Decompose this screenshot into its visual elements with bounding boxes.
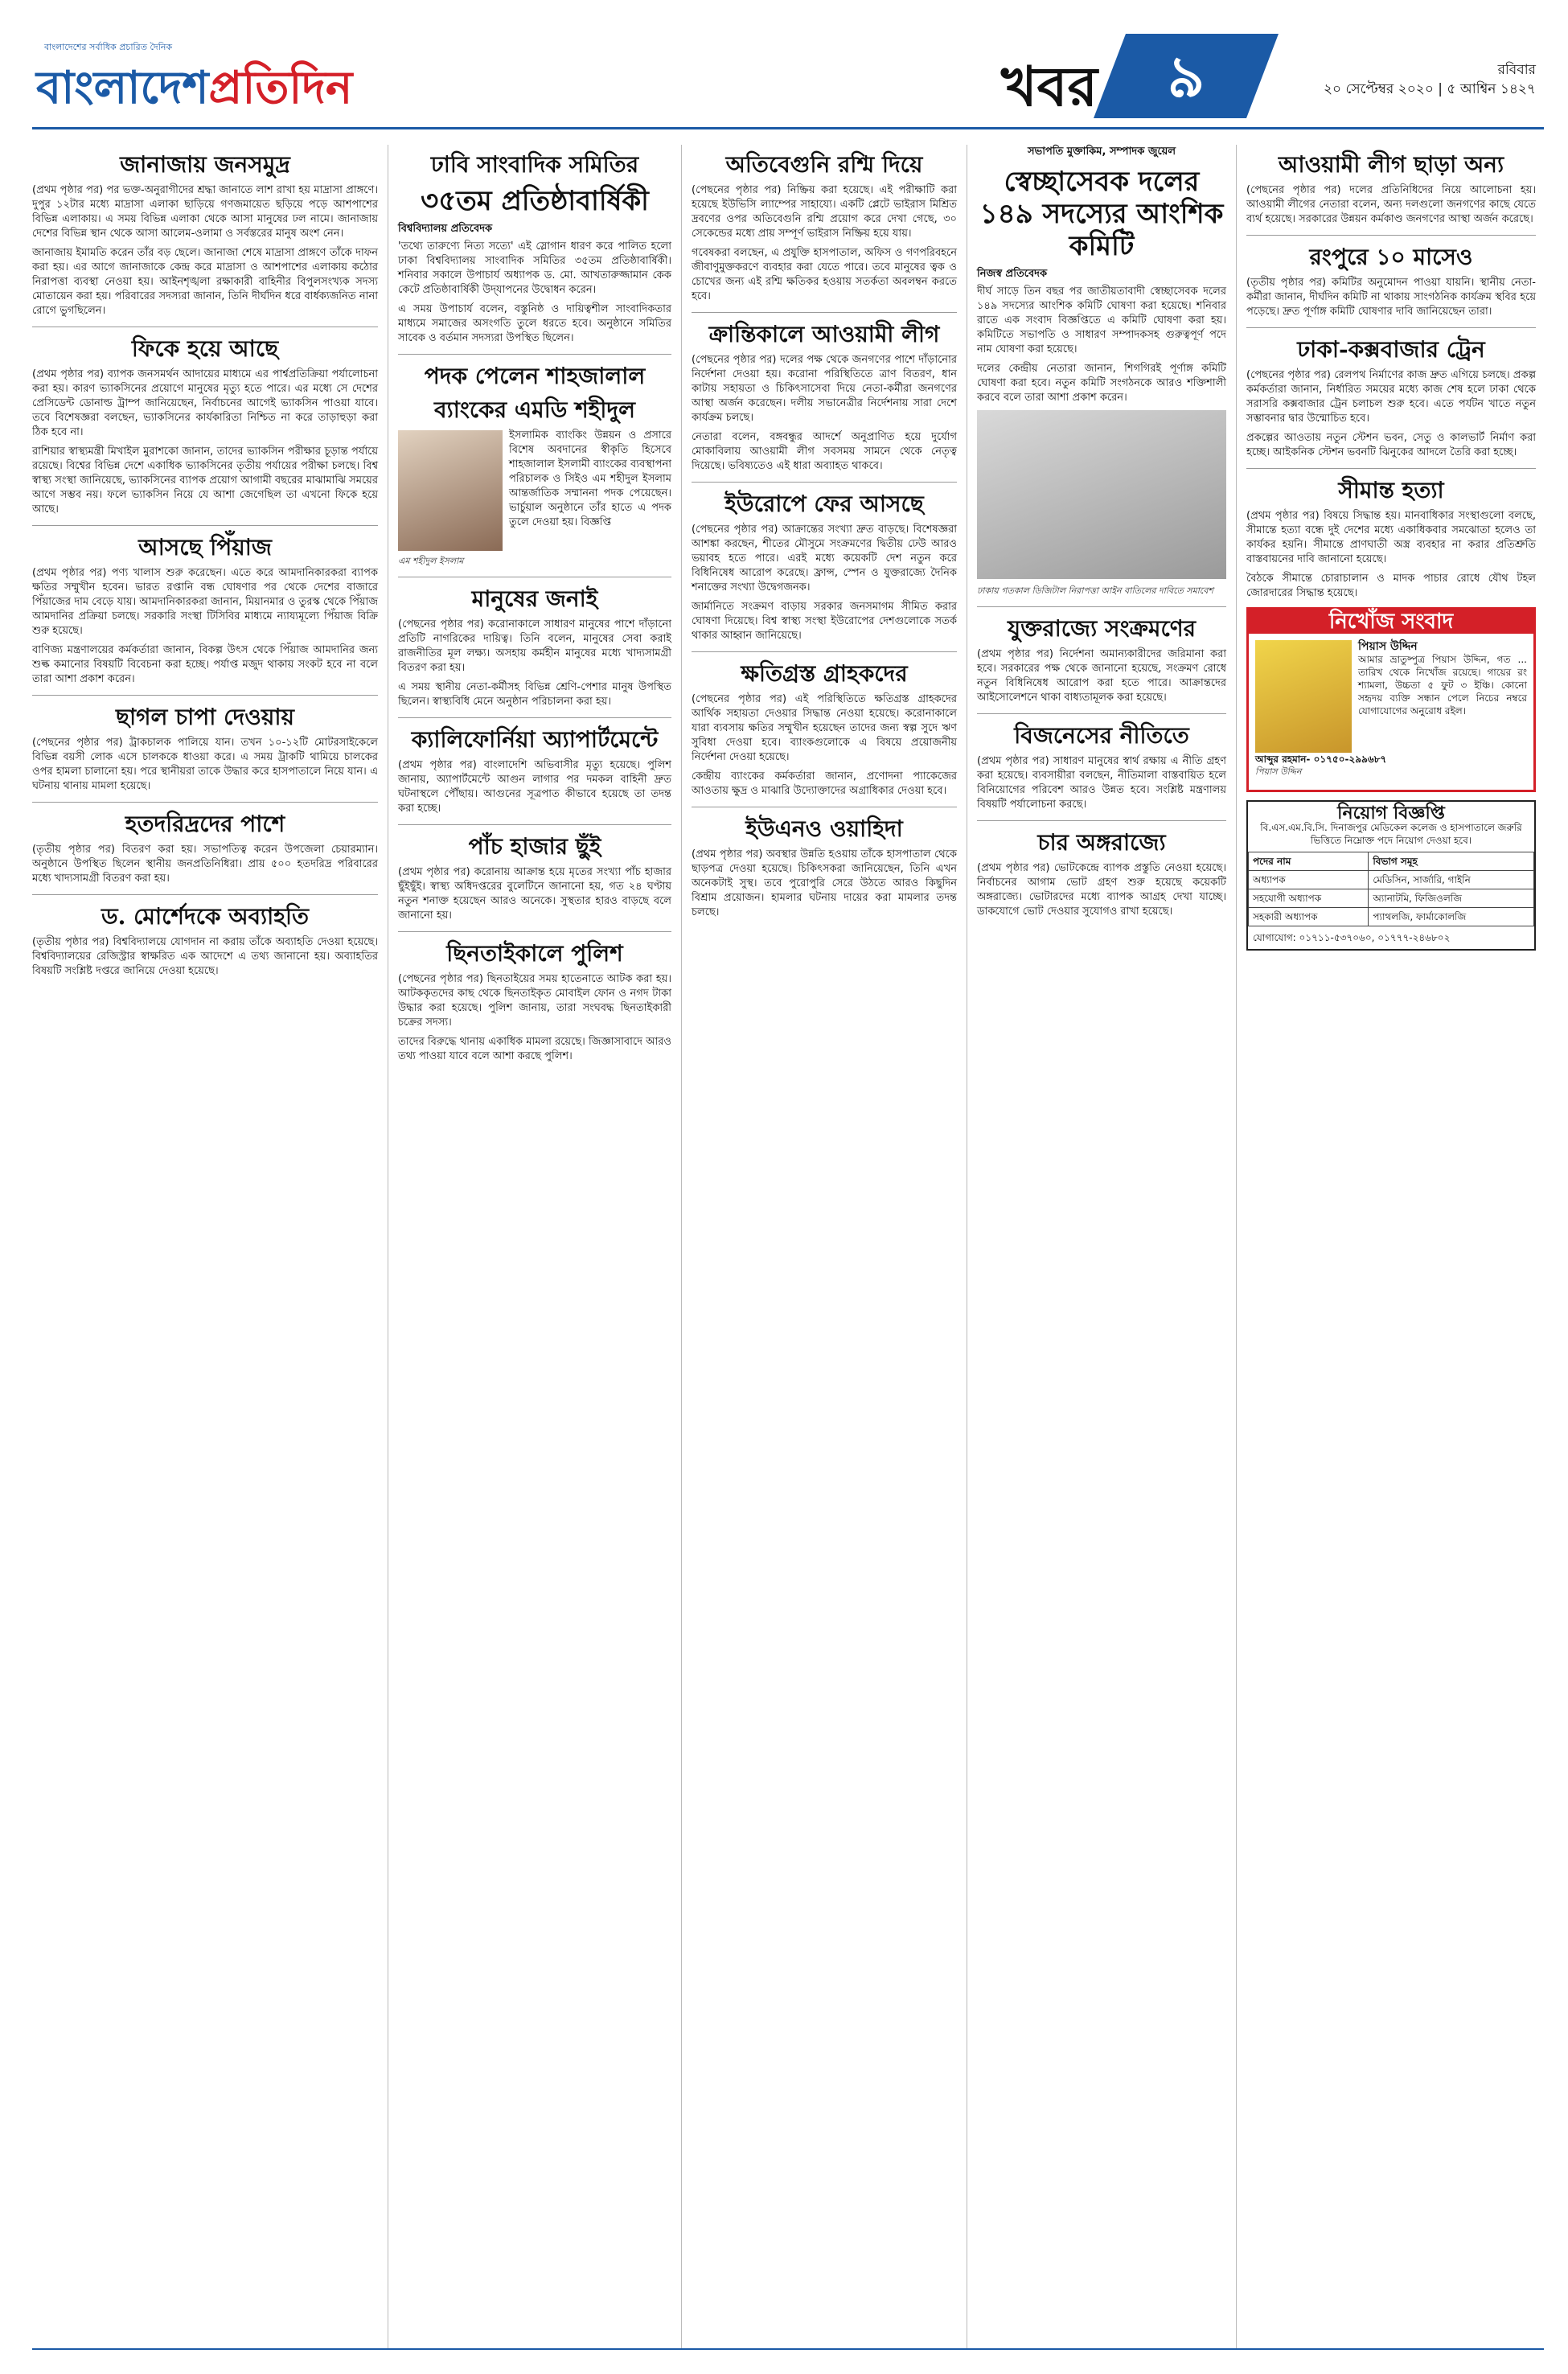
article-train-p2: প্রকল্পের আওতায় নতুন স্টেশন ভবন, সেতু ও কালভার্ট নির্মাণ করা হচ্ছে। আইকনিক স্টেশন ভবনটি ঝিনুকের আদলে তৈরি করা হচ্ছে। — [1246, 432, 1536, 458]
article-onion-p1: (প্রথম পৃষ্ঠার পর) পণ্য খালাস শুরু করেছেন। এতে করে আমদানিকারকরা ব্যাপক ক্ষতির সম্মুখীন হবেন। ভারত রপ্তানি বন্ধ ঘোষণার পর থেকে দেশের বাজারে পিঁয়াজের দাম বেড়ে যায়। আমদানিকারকরা জানান, মিয়ানমার ও তুরস্ক থেকে পিঁয়াজ আমদানির প্রক্রিয়া চলছে। সরকারি সংস্থা টিসিবির মাধ্যমে ন্যায্যমূল্যে পিঁয়াজ বিক্রি শুরু হয়েছে। — [32, 567, 378, 637]
article-uv-p1: (পেছনের পৃষ্ঠার পর) নিষ্ক্রিয় করা হয়েছে। এই পরীক্ষাটি করা হয়েছে ইউভিসি ল্যাম্পের সাহায্যে। একটি প্লেটে ভাইরাস মিশ্রিত দ্রবণের ওপর অতিবেগুনি রশ্মি প্রয়োগ করে দেখা গেছে, ৩০ সেকেন্ডের মধ্যে প্রায় সম্পূর্ণ ভাইরাস নিষ্ক্রিয় হয়ে যায়। — [692, 184, 957, 240]
table-header-cell: বিভাগ সমূহ — [1369, 852, 1534, 871]
recruitment-notice — [1246, 800, 1536, 951]
article-business-p1: (প্রথম পৃষ্ঠার পর) সাধারণ মানুষের স্বার্থ রক্ষায় এ নীতি গ্রহণ করা হয়েছে। ব্যবসায়ীরা বলছেন, নীতিমালা বাস্তবায়িত হলে বিনিয়োগের পরিবেশ আরও উন্নত হবে। সংশ্লিষ্ট মন্ত্রণালয় বিষয়টি পর্যালোচনা করছে। — [977, 755, 1226, 811]
newspaper-name — [36, 53, 352, 129]
recruitment-title: নিয়োগ বিজ্ঞপ্তি — [1337, 803, 1445, 824]
table-header-cell: পদের নাম — [1249, 852, 1369, 871]
kicker-award: পদক পেলেন শাহজালাল — [424, 363, 646, 389]
headline-people: মানুষের জনাই — [471, 585, 598, 612]
headline-onion: আসছে পিঁয়াজ — [138, 534, 272, 561]
article-awami-p1: (পেছনের পৃষ্ঠার পর) দলের পক্ষ থেকে জনগণের পাশে দাঁড়ানোর নির্দেশনা দেওয়া হয়। করোনা পরিস্থিতিতে ত্রাণ বিতরণ, ধান কাটায় সহায়তা ও চিকিৎসাসেবা দিয়ে নেতা-কর্মীরা জনগণের আস্থা অর্জন করেছেন। দলীয় সভানেত্রীর নির্দেশনায় সারা দেশে কার্যক্রম চলছে। — [692, 354, 957, 424]
table-row — [1249, 871, 1534, 889]
headline-california: ক্যালিফোর্নিয়া অ্যাপার্টমেন্টে — [411, 726, 659, 753]
dateline — [1324, 60, 1536, 99]
headline-volunteer: স্বেচ্ছাসেবক দলের ১৪৯ সদস্যের আংশিক কমিটি — [979, 166, 1224, 262]
portrait-photo — [398, 430, 503, 551]
divider — [398, 931, 671, 932]
article-uv-p2: গবেষকরা বলছেন, এ প্রযুক্তি হাসপাতাল, অফিস ও গণপরিবহনে জীবাণুমুক্তকরণে ব্যবহার করা যেতে পারে। তবে মানুষের ত্বক ও চোখের জন্য এই রশ্মি ক্ষতিকর হওয়ায় সতর্কতা অবলম্বন করতে হবে। — [692, 247, 957, 302]
masthead-tagline: বাংলাদেশের সর্বাধিক প্রচারিত দৈনিক — [44, 42, 173, 52]
article-awami-p2: নেতারা বলেন, বঙ্গবন্ধুর আদর্শে অনুপ্রাণিত হয়ে দুর্যোগ মোকাবিলায় আওয়ামী লীগ সবসময় সামনে থেকে নেতৃত্ব দিয়েছে। ভবিষ্যতেও এই ধারা অব্যাহত থাকবে। — [692, 431, 957, 472]
article-award-p1: ইসলামিক ব্যাংকিং উন্নয়ন ও প্রসারে বিশেষ অবদানের স্বীকৃতি হিসেবে শাহজালাল ইসলামী ব্যাংকের ব্যবস্থাপনা পরিচালক ও সিইও এম শহীদুল ইসলাম আন্তর্জাতিক সম্মাননা পদক পেয়েছেন। ভার্চুয়াল অনুষ্ঠানে তাঁর হাতে এ পদক তুলে দেওয়া হয়। বিজ্ঞপ্তি — [509, 429, 671, 528]
masthead-rule — [32, 127, 1544, 129]
recruitment-contact: যোগাযোগ: ০১৭১১-৫৩৭০৬০, ০১৭৭৭-২৪৬৮০২ — [1253, 932, 1451, 943]
article-onion-p2: বাণিজ্য মন্ত্রণালয়ের কর্মকর্তারা জানান, বিকল্প উৎস থেকে পিঁয়াজ আমদানির জন্য শুল্ক কমানোর বিষয়টি বিবেচনা করা হচ্ছে। পর্যাপ্ত মজুদ থাকায় সংকট হবে না বলে তারা আশা প্রকাশ করেন। — [32, 644, 378, 685]
headline-fike: ফিকে হয়ে আছে — [131, 335, 279, 362]
article-uk-p1: (প্রথম পৃষ্ঠার পর) নির্দেশনা অমান্যকারীদের জরিমানা করা হবে। সরকারের পক্ষ থেকে জানানো হয়েছে, সংক্রমণ রোধে নতুন বিধিনিষেধ আরোপ করা হতে পারে। আক্রান্তদের আইসোলেশনে থাকা বাধ্যতামূলক করা হয়েছে। — [977, 648, 1226, 704]
headline-uno: ইউএনও ওয়াহিদা — [745, 815, 903, 842]
headline-awami: ক্রান্তিকালে আওয়ামী লীগ — [708, 321, 940, 347]
article-goat-p1: (পেছনের পৃষ্ঠার পর) ট্রাকচালক পালিয়ে যান। তখন ১০-১২টি মোটরসাইকেলে বিভিন্ন বয়সী লোক এসে চালককে ধাওয়া করে। এ সময় ট্রাকটি থামিয়ে চালকের ওপর হামলা চালানো হয়। পরে স্থানীয়রা তাকে উদ্ধার করে হাসপাতালে নিয়ে যান। এ ঘটনায় থানায় মামলা হয়েছে। — [32, 737, 378, 792]
article-europe-p2: জার্মানিতে সংক্রমণ বাড়ায় সরকার জনসমাগম সীমিত করার ঘোষণা দিয়েছে। বিশ্ব স্বাস্থ্য সংস্থা ইউরোপের দেশগুলোকে সতর্ক থাকার আহ্বান জানিয়েছে। — [692, 601, 957, 642]
headline-customers: ক্ষতিগ্রস্ত গ্রাহকদের — [741, 660, 908, 687]
article-janaza-p1: (প্রথম পৃষ্ঠার পর) পর ভক্ত-অনুরাগীদের শ্রদ্ধা জানাতে লাশ রাখা হয় মাদ্রাসা প্রাঙ্গণে। দুপুর ১২টার মধ্যে মাদ্রাসা এলাকা ছাড়িয়ে গণজমায়েত ছড়িয়ে পড়ে আশপাশের বিভিন্ন এলাকায়। এ সময় বিভিন্ন এলাকা থেকে আসা মানুষের ঢল নামে। জানাজায় দেশের বিভিন্ন স্থান থেকে আসা আলেম-ওলামা ও সর্বস্তরের মানুষ অংশ নেন। — [32, 184, 378, 240]
table-cell: সহকারী অধ্যাপক — [1249, 908, 1369, 926]
headline-five-thousand: পাঁচ হাজার ছুঁই — [468, 833, 601, 860]
portrait-photo-caption: এম শহীদুল ইসলাম — [398, 556, 464, 566]
divider — [398, 354, 671, 355]
article-fike-p2: রাশিয়ার স্বাস্থ্যমন্ত্রী মিখাইল মুরাশকো জানান, তাদের ভ্যাকসিন পরীক্ষার চূড়ান্ত পর্যায়ে রয়েছে। বিশ্বের বিভিন্ন দেশে একাধিক ভ্যাকসিনের তৃতীয় পর্যায়ের পরীক্ষা চলছে। বিশ্ব স্বাস্থ্য সংস্থা জানিয়েছে, ভ্যাকসিনের ব্যাপক প্রয়োগ আগামী বছরের মাঝামাঝি সময়ের আগে সম্ভব নয়। ফলে ভ্যাকসিন নিয়ে যে আশা জেগেছিল তা এখনো ফিকে হয়ে আছে। — [32, 446, 378, 515]
article-awami-other-p1: (পেছনের পৃষ্ঠার পর) দলের প্রতিনিধিদের নিয়ে আলোচনা হয়। আওয়ামী লীগের নেতারা বলেন, অন্য দলগুলো জনগণের কাছে যেতে ব্যর্থ হয়েছে। সরকারের উন্নয়ন কর্মকাণ্ড জনগণের আস্থা অর্জন করেছে। — [1246, 184, 1536, 225]
headline-awami-other: আওয়ামী লীগ ছাড়া অন্য — [1278, 151, 1504, 178]
table-cell: অ্যানাটমি, ফিজিওলজি — [1369, 889, 1534, 908]
divider — [1246, 468, 1536, 469]
recruitment-subtitle: বি.এস.এম.বি.সি. দিনাজপুর মেডিকেল কলেজ ও হাসপাতালে জরুরি ভিত্তিতে নিম্নোক্ত পদে নিয়োগ দেওয়া হবে। — [1260, 822, 1522, 846]
byline-volunteer: নিজস্ব প্রতিবেদক — [977, 268, 1048, 280]
headline-uv: অতিবেগুনি রশ্মি দিয়ে — [725, 151, 923, 178]
headline-award: ব্যাংকের এমডি শহীদুল — [434, 396, 635, 423]
article-border-p2: বৈঠকে সীমান্তে চোরাচালান ও মাদক পাচার রোধে যৌথ টহল জোরদারের সিদ্ধান্ত হয়েছে। — [1246, 573, 1536, 599]
headline-goat: ছাগল চাপা দেওয়ায় — [116, 704, 294, 730]
headline-janaza: জানাজায় জনসমুদ্র — [120, 151, 290, 178]
headline-uk: যুক্তরাজ্যে সংক্রমণের — [1007, 615, 1197, 642]
article-volunteer-p1: দীর্ঘ সাড়ে তিন বছর পর জাতীয়তাবাদী স্বেচ্ছাসেবক দলের ১৪৯ সদস্যের আংশিক কমিটি ঘোষণা করা হয়েছে। শনিবার রাতে এক সংবাদ বিজ্ঞপ্তিতে এ কমিটি ঘোষণা করা হয়। কমিটিতে সভাপতি ও সাধারণ সম্পাদকসহ গুরুত্বপূর্ণ পদে নাম ঘোষণা করা হয়েছে। — [977, 285, 1226, 355]
byline-du: বিশ্ববিদ্যালয় প্রতিবেদক — [398, 223, 493, 235]
divider — [32, 894, 378, 895]
divider — [692, 312, 957, 313]
headline-rangpur: রংপুরে ১০ মাসেও — [1309, 244, 1473, 270]
recruitment-table — [1248, 852, 1534, 926]
article-border-p1: (প্রথম পৃষ্ঠার পর) বিষয়ে সিদ্ধান্ত হয়। মানবাধিকার সংস্থাগুলো বলছে, সীমান্তে হত্যা বন্ধে দুই দেশের মধ্যে একাধিকবার সমঝোতা হলেও তা কার্যকর হয়নি। সীমান্তে প্রাণঘাতী অস্ত্র ব্যবহার না করার প্রতিশ্রুতি বাস্তবায়নের দাবি জানানো হয়েছে। — [1246, 510, 1536, 565]
table-row — [1249, 889, 1534, 908]
day-name: রবিবার — [1497, 62, 1536, 78]
missing-person-notice — [1246, 607, 1536, 792]
table-cell: প্যাথলজি, ফার্মাকোলজি — [1369, 908, 1534, 926]
date-text: ২০ সেপ্টেম্বর ২০২০ | ৫ আশ্বিন ১৪২৭ — [1323, 81, 1536, 97]
article-morshed-p1: (তৃতীয় পৃষ্ঠার পর) বিশ্ববিদ্যালয়ে যোগদান না করায় তাঁকে অব্যাহতি দেওয়া হয়েছে। বিশ্ববিদ্যালয়ের রেজিস্ট্রার স্বাক্ষরিত এক আদেশে এ তথ্য জানানো হয়। অব্যাহতির বিষয়টি সংশ্লিষ্ট দপ্তরে জানিয়ে দেওয়া হয়েছে। — [32, 936, 378, 977]
missing-notice-body — [1249, 634, 1533, 790]
table-cell: মেডিসিন, সার্জারি, গাইনি — [1369, 871, 1534, 889]
headline-business: বিজনেসের নীতিতে — [1014, 722, 1189, 749]
masthead — [0, 0, 1568, 145]
news-photo-caption: ঢাকায় গতকাল ডিজিটাল নিরাপত্তা আইন বাতিলের দাবিতে সমাবেশ — [977, 585, 1213, 596]
divider — [32, 695, 378, 696]
headline-border: সীমান্ত হত্যা — [1338, 477, 1444, 503]
divider — [398, 717, 671, 718]
article-california-p1: (প্রথম পৃষ্ঠার পর) বাংলাদেশি অভিবাসীর মৃত্যু হয়েছে। পুলিশ জানায়, অ্যাপার্টমেন্টে আগুন লাগার পর দমকল বাহিনী দ্রুত ঘটনাস্থলে পৌঁছায়। আগুনের সূত্রপাত কীভাবে হয়েছে তা তদন্ত করা হচ্ছে। — [398, 759, 671, 815]
article-volunteer-p2: দলের কেন্দ্রীয় নেতারা জানান, শিগগিরই পূর্ণাঙ্গ কমিটি ঘোষণা করা হবে। নতুন কমিটি সংগঠনকে আরও শক্তিশালী করবে বলে তারা আশা প্রকাশ করেন। — [977, 363, 1226, 404]
missing-person-photo-caption: পিয়াস উদ্দিন — [1255, 766, 1302, 777]
article-rangpur-p1: (তৃতীয় পৃষ্ঠার পর) কমিটির অনুমোদন পাওয়া যায়নি। স্থানীয় নেতা-কর্মীরা জানান, দীর্ঘদিন কমিটি না থাকায় সাংগঠনিক কার্যক্রম স্থবির হয়ে পড়েছে। দ্রুত পূর্ণাঙ্গ কমিটি ঘোষণার দাবি জানিয়েছেন তারা। — [1246, 277, 1536, 318]
footer-rule — [32, 2348, 1544, 2350]
article-uno-p1: (প্রথম পৃষ্ঠার পর) অবস্থার উন্নতি হওয়ায় তাঁকে হাসপাতাল থেকে ছাড়পত্র দেওয়া হয়েছে। চিকিৎসকরা জানিয়েছেন, তিনি এখন অনেকটাই সুস্থ। তবে পুরোপুরি সেরে উঠতে আরও কিছুদিন বিশ্রাম প্রয়োজন। হামলার ঘটনায় দায়ের করা মামলার তদন্ত চলছে। — [692, 848, 957, 918]
article-people-p2: এ সময় স্থানীয় নেতা-কর্মীসহ বিভিন্ন শ্রেণি-পেশার মানুষ উপস্থিত ছিলেন। স্বাস্থ্যবিধি মেনে অনুষ্ঠান পরিচালনা করা হয়। — [398, 681, 671, 708]
headline-train: ঢাকা-কক্সবাজার ট্রেন — [1297, 336, 1485, 363]
divider — [977, 606, 1226, 607]
newspaper-name-main: বাংলাদেশ — [36, 61, 209, 114]
missing-person-name: পিয়াস উদ্দিন — [1358, 640, 1418, 653]
kicker-du-journalist: ঢাবি সাংবাদিক সমিতির — [430, 151, 639, 178]
table-cell: অধ্যাপক — [1249, 871, 1369, 889]
divider — [1246, 327, 1536, 328]
headline-states: চার অঙ্গরাজ্যে — [1037, 829, 1166, 856]
divider — [692, 482, 957, 483]
column-1 — [32, 145, 378, 984]
divider — [977, 713, 1226, 714]
article-europe-p1: (পেছনের পৃষ্ঠার পর) আক্রান্তের সংখ্যা দ্রুত বাড়ছে। বিশেষজ্ঞরা আশঙ্কা করছেন, শীতের মৌসুমে সংক্রমণের দ্বিতীয় ঢেউ আরও ভয়াবহ হতে পারে। এরই মধ্যে কয়েকটি দেশ নতুন করে বিধিনিষেধ আরোপ করেছে। ফ্রান্স, স্পেন ও যুক্তরাজ্যে দৈনিক শনাক্তের সংখ্যা উদ্বেগজনক। — [692, 524, 957, 594]
article-people-p1: (পেছনের পৃষ্ঠার পর) করোনাকালে সাধারণ মানুষের পাশে দাঁড়ানো প্রতিটি নাগরিকের দায়িত্ব। তিনি বলেন, মানুষের সেবা করাই রাজনীতির মূল লক্ষ্য। অসহায় কর্মহীন মানুষের মধ্যে খাদ্যসামগ্রী বিতরণ করা হয়। — [398, 618, 671, 674]
table-cell: সহযোগী অধ্যাপক — [1249, 889, 1369, 908]
column-3 — [692, 145, 957, 925]
divider — [32, 802, 378, 803]
article-customers-p1: (পেছনের পৃষ্ঠার পর) এই পরিস্থিতিতে ক্ষতিগ্রস্ত গ্রাহকদের আর্থিক সহায়তা দেওয়ার সিদ্ধান্ত নেওয়া হয়েছে। করোনাকালে যারা ব্যবসায় ক্ষতির সম্মুখীন হয়েছেন তাদের জন্য স্বল্প সুদে ঋণ সুবিধা দেওয়া হবে। ব্যাংকগুলোকে এ বিষয়ে প্রয়োজনীয় নির্দেশনা দেওয়া হয়েছে। — [692, 693, 957, 763]
table-header-row — [1249, 852, 1534, 871]
column-5 — [1246, 145, 1536, 951]
article-states-p1: (প্রথম পৃষ্ঠার পর) ভোটকেন্দ্রে ব্যাপক প্রস্তুতি নেওয়া হয়েছে। নির্বাচনের আগাম ভোট গ্রহণ শুরু হয়েছে কয়েকটি অঙ্গরাজ্যে। ভোটারদের মধ্যে ব্যাপক আগ্রহ দেখা যাচ্ছে। ডাকযোগে ভোট দেওয়ার সুযোগও রাখা হয়েছে। — [977, 862, 1226, 918]
section-name: খবর — [1001, 55, 1098, 119]
divider — [1246, 235, 1536, 236]
article-janaza-p2: জানাজায় ইমামতি করেন তাঁর বড় ছেলে। জানাজা শেষে মাদ্রাসা প্রাঙ্গণে তাঁকে দাফন করা হয়। এর আগে জানাজাকে কেন্দ্র করে মাদ্রাসা ও আশপাশের এলাকায় কঠোর নিরাপত্তা ব্যবস্থা নেওয়া হয়। আইনশৃঙ্খলা রক্ষাকারী বাহিনীর বিপুলসংখ্যক সদস্য মোতায়েন করা হয়। পরিবারের সদস্যরা জানান, তিনি দীর্ঘদিন ধরে বার্ধক্যজনিত নানা রোগে ভুগছিলেন। — [32, 247, 378, 317]
article-snatching-p2: তাদের বিরুদ্ধে থানায় একাধিক মামলা রয়েছে। জিজ্ঞাসাবাদে আরও তথ্য পাওয়া যাবে বলে আশা করছে পুলিশ। — [398, 1036, 671, 1062]
news-photo — [977, 410, 1226, 579]
article-du-p2: এ সময় উপাচার্য বলেন, বস্তুনিষ্ঠ ও দায়িত্বশীল সাংবাদিকতার মাধ্যমে সমাজের অসংগতি তুলে ধরতে হবে। অনুষ্ঠানে সমিতির সাবেক ও বর্তমান সদস্যরা উপস্থিত ছিলেন। — [398, 303, 671, 344]
article-customers-p2: কেন্দ্রীয় ব্যাংকের কর্মকর্তারা জানান, প্রণোদনা প্যাকেজের আওতায় ক্ষুদ্র ও মাঝারি উদ্যোক্তাদের অগ্রাধিকার দেওয়া হবে। — [692, 770, 957, 797]
newspaper-logo — [36, 40, 374, 113]
headline-morshed: ড. মোর্শেদকে অব্যাহতি — [101, 903, 310, 930]
divider — [692, 651, 957, 652]
divider — [398, 824, 671, 825]
column-divider — [681, 145, 682, 2348]
article-five-thousand-p1: (প্রথম পৃষ্ঠার পর) করোনায় আক্রান্ত হয়ে মৃতের সংখ্যা পাঁচ হাজার ছুঁইছুঁই। স্বাস্থ্য অধিদপ্তরের বুলেটিনে জানানো হয়, গত ২৪ ঘণ্টায় নতুন শনাক্ত হয়েছেন আরও অনেকে। সুস্থতার হারও বাড়ছে বলে জানানো হয়। — [398, 866, 671, 922]
column-4 — [977, 145, 1226, 924]
article-fike-p1: (প্রথম পৃষ্ঠার পর) ব্যাপক জনসমর্থন আদায়ের মাধ্যমে এর পার্শ্বপ্রতিক্রিয়া পর্যালোচনা করা হয়। কারণ ভ্যাকসিনের প্রয়োগে মানুষের মৃত্যু হতে পারে। এর মধ্যে সে দেশের প্রেসিডেন্ট ডোনাল্ড ট্রাম্প জানিয়েছেন, নির্বাচনের আগেই ভ্যাকসিন পাওয়া যাবে। তবে বিশেষজ্ঞরা বলছেন, ভ্যাকসিনের কার্যকারিতা নিশ্চিত না করে তাড়াহুড়া করা ঠিক হবে না। — [32, 368, 378, 438]
kicker-volunteer: সভাপতি মুক্তাকিম, সম্পাদক জুয়েল — [1027, 146, 1176, 158]
table-row — [1249, 908, 1534, 926]
page-number-badge — [1094, 34, 1279, 118]
divider — [32, 525, 378, 526]
missing-person-photo — [1255, 640, 1352, 753]
headline-europe: ইউরোপে ফের আসছে — [724, 491, 924, 517]
headline-poor: হতদরিদ্রদের পাশে — [125, 811, 285, 837]
missing-contact: আব্দুর রহমান- ০১৭৫০-২৯৯৬৮৭ — [1255, 754, 1387, 765]
column-divider — [1236, 145, 1237, 2348]
missing-notice-title: নিখোঁজ সংবাদ — [1249, 610, 1533, 634]
headline-du-journalist: ৩৫তম প্রতিষ্ঠাবার্ষিকী — [421, 185, 649, 217]
column-2 — [398, 145, 671, 1069]
article-du-p1: 'তথ্যে তারুণ্যে নিত্য সত্যে' এই স্লোগান ধারণ করে পালিত হলো ঢাকা বিশ্ববিদ্যালয় সাংবাদিক সমিতির ৩৫তম প্রতিষ্ঠাবার্ষিকী। শনিবার সকালে উপাচার্য অধ্যাপক ড. মো. আখতারুজ্জামান কেক কেটে প্রতিষ্ঠাবার্ষিকী উদ্‌যাপনের উদ্বোধন করেন। — [398, 240, 671, 296]
article-poor-p1: (তৃতীয় পৃষ্ঠার পর) বিতরণ করা হয়। সভাপতিত্ব করেন উপজেলা চেয়ারম্যান। অনুষ্ঠানে উপস্থিত ছিলেন স্থানীয় জনপ্রতিনিধিরা। প্রায় ৫০০ হতদরিদ্র পরিবারের মধ্যে খাদ্যসামগ্রী বিতরণ করা হয়। — [32, 844, 378, 885]
divider — [977, 820, 1226, 821]
headline-snatching: ছিনতাইকালে পুলিশ — [446, 940, 623, 967]
article-snatching-p1: (পেছনের পৃষ্ঠার পর) ছিনতাইয়ের সময় হাতেনাতে আটক করা হয়। আটককৃতদের কাছ থেকে ছিনতাইকৃত মোবাইল ফোন ও নগদ টাকা উদ্ধার করা হয়েছে। পুলিশ জানায়, তারা সংঘবদ্ধ ছিনতাইকারী চক্রের সদস্য। — [398, 973, 671, 1029]
newspaper-name-accent: প্রতিদিন — [208, 61, 353, 114]
page-number: ৯ — [1167, 42, 1205, 110]
article-train-p1: (পেছনের পৃষ্ঠার পর) রেলপথ নির্মাণের কাজ দ্রুত এগিয়ে চলছে। প্রকল্প কর্মকর্তারা জানান, নির্ধারিত সময়ের মধ্যে কাজ শেষ হলে ঢাকা থেকে সরাসরি কক্সবাজার ট্রেন চলাচল শুরু হবে। এতে পর্যটন খাতে নতুন সম্ভাবনার দ্বার উন্মোচিত হবে। — [1246, 369, 1536, 425]
missing-person-text: আমার ভ্রাতুষ্পুত্র পিয়াস উদ্দিন, গত ... তারিখ থেকে নিখোঁজ রয়েছে। গায়ের রং শ্যামলা, উচ্চতা ৫ ফুট ৩ ইঞ্চি। কোনো সহৃদয় ব্যক্তি সন্ধান পেলে নিচের নম্বরে যোগাযোগের অনুরোধ রইল। — [1358, 654, 1527, 717]
